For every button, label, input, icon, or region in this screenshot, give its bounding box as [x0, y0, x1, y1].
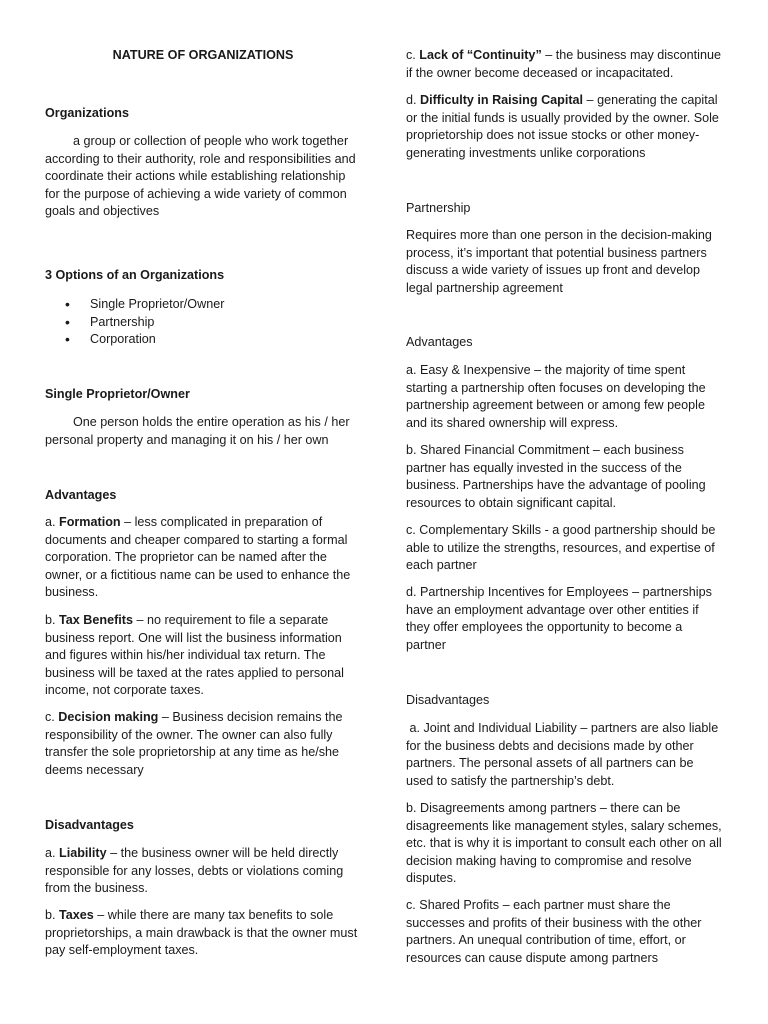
sp-advantages-heading: Advantages — [45, 488, 117, 502]
sp-advantage-tax-benefits: b. Tax Benefits – no requirement to file a separate business report. One will list the business information and figures within his/her individual tax return. The business will be taxed at the rates applied to personal income, not corporate taxes. — [45, 613, 344, 698]
sp-disadvantage-taxes: b. Taxes – while there are many tax benefits to sole proprietorships, a main drawback is that the owner must pay self-employment taxes. — [45, 908, 358, 958]
partnership-disadvantage-shared-profits: c. Shared Profits – each partner must share the successes and profits of their business with the other partners. An unequal contribution of time, effort, or resources can cause dispute among partners — [406, 898, 702, 965]
sp-disadvantage-continuity: c. Lack of “Continuity” – the business may discontinue if the owner become deceased or incapacitated. — [406, 48, 721, 80]
organizations-heading: Organizations — [45, 106, 129, 120]
partnership-disadvantages-heading: Disadvantages — [406, 693, 490, 707]
sp-advantage-decision-making: c. Decision making – Business decision remains the responsibility of the owner. The owner can also fully transfer the sole proprietorship at any time as he/she deems necessary — [45, 710, 343, 777]
list-item: • Partnership — [45, 314, 363, 332]
options-heading: 3 Options of an Organizations — [45, 268, 225, 282]
partnership-advantages-heading: Advantages — [406, 335, 473, 349]
sp-disadvantage-raising-capital: d. Difficulty in Raising Capital – generating the capital or the initial funds is usually provided by the owner. Sole proprietorship does not issue stocks or other money-generating investments unlike corporations — [406, 93, 719, 160]
partnership-heading: Partnership — [406, 201, 471, 215]
partnership-definition: Requires more than one person in the decision-making process, it’s important that potential business partners discuss a wide variety of issues up front and develop legal partnership agreement — [406, 228, 712, 295]
sp-advantage-formation: a. Formation – less complicated in preparation of documents and cheaper compared to starting a formal corporation. The proprietor can be named after the owner, or a fictitious name can be used to enhance the business. — [45, 515, 351, 600]
partnership-advantage-incentives: d. Partnership Incentives for Employees – partnerships have an employment advantage over other entities if they offer employees the opportunity to become a partner — [406, 585, 712, 652]
partnership-advantage-shared-financial: b. Shared Financial Commitment – each business partner has equally invested in the success of the business. Partnerships have the advantage of pooling resources to obtain significant capital. — [406, 443, 706, 510]
page-title: NATURE OF ORGANIZATIONS — [112, 48, 294, 62]
list-item: • Corporation — [45, 331, 363, 349]
partnership-advantage-easy: a. Easy & Inexpensive – the majority of time spent starting a partnership often focuses on developing the partnership agreement between or among few people and its shared ownership will express. — [406, 363, 706, 430]
partnership-advantage-complementary-skills: c. Complementary Skills - a good partnership should be able to utilize the strengths, resources, and expertise of each partner — [406, 523, 716, 573]
sp-disadvantages-heading: Disadvantages — [45, 818, 134, 832]
organizations-definition: a group or collection of people who work together according to their authority, role and responsibilities and coordinate their actions while establishing relationship for the purpose of achieving a wide variety of common goals and objectives — [45, 134, 356, 219]
sp-disadvantage-liability: a. Liability – the business owner will be held directly responsible for any losses, debts or violations coming from the business. — [45, 846, 344, 896]
options-list — [45, 296, 363, 349]
partnership-disadvantage-liability: a. Joint and Individual Liability – partners are also liable for the business debts and decisions made by other partners. The personal assets of all partners can be used to satisfy the partnership’s debt. — [406, 721, 722, 788]
sole-proprietor-heading: Single Proprietor/Owner — [45, 387, 190, 401]
partnership-disadvantage-disagreements: b. Disagreements among partners – there can be disagreements like management styles, salary schemes, etc. that is why it is important to consult each other on all decision making having to compromise and resolve disputes. — [406, 801, 722, 886]
list-item: • Single Proprietor/Owner — [45, 296, 363, 314]
sole-proprietor-definition: One person holds the entire operation as his / her personal property and managing it on his / her own — [45, 415, 350, 447]
